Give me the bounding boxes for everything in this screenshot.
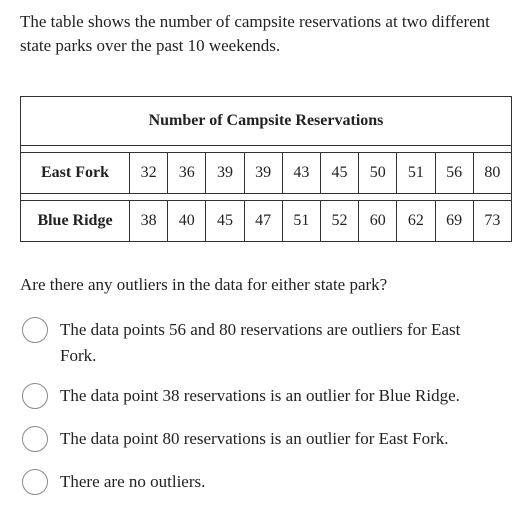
table-cell: 51 — [397, 153, 435, 194]
table-cell: 60 — [359, 201, 397, 242]
table-cell: 73 — [473, 201, 511, 242]
table-cell: 40 — [168, 201, 206, 242]
table-cell: 45 — [320, 153, 358, 194]
answer-option-label: There are no outliers. — [60, 472, 206, 491]
row-label-east-fork: East Fork — [21, 153, 130, 194]
table-cell: 52 — [320, 201, 358, 242]
radio-button-icon[interactable] — [22, 317, 48, 343]
table-header-row — [21, 97, 512, 146]
table-cell: 45 — [206, 201, 244, 242]
table-cell: 51 — [282, 201, 320, 242]
table-cell: 50 — [359, 153, 397, 194]
table-cell: 38 — [130, 201, 168, 242]
answer-option-4[interactable] — [22, 469, 502, 495]
answer-option-1[interactable] — [22, 317, 502, 369]
row-label-blue-ridge: Blue Ridge — [21, 201, 130, 242]
radio-button-icon[interactable] — [22, 383, 48, 409]
table-cell: 56 — [435, 153, 473, 194]
table-cell: 62 — [397, 201, 435, 242]
reservations-table — [20, 96, 512, 242]
table-cell: 36 — [168, 153, 206, 194]
answer-option-label: The data points 56 and 80 reservations are outliers for East Fork. — [60, 320, 461, 365]
table-cell: 43 — [282, 153, 320, 194]
table-title: Number of Campsite Reservations — [21, 97, 512, 146]
table-cell: 39 — [206, 153, 244, 194]
table-cell: 32 — [130, 153, 168, 194]
answer-option-2[interactable] — [22, 383, 502, 409]
table-cell: 39 — [244, 153, 282, 194]
table-row-blue-ridge — [21, 201, 512, 242]
table-cell: 47 — [244, 201, 282, 242]
radio-button-icon[interactable] — [22, 469, 48, 495]
table-cell: 69 — [435, 201, 473, 242]
answer-option-3[interactable] — [22, 426, 502, 452]
answer-option-label: The data point 38 reservations is an outlier for Blue Ridge. — [60, 386, 460, 405]
intro-text: The table shows the number of campsite reservations at two different state parks over the past 10 weekends. — [20, 12, 490, 55]
answer-option-label: The data point 80 reservations is an outlier for East Fork. — [60, 429, 449, 448]
radio-button-icon[interactable] — [22, 426, 48, 452]
table-cell: 80 — [473, 153, 511, 194]
question-text: Are there any outliers in the data for either state park? — [20, 275, 388, 294]
table-row-east-fork — [21, 153, 512, 194]
